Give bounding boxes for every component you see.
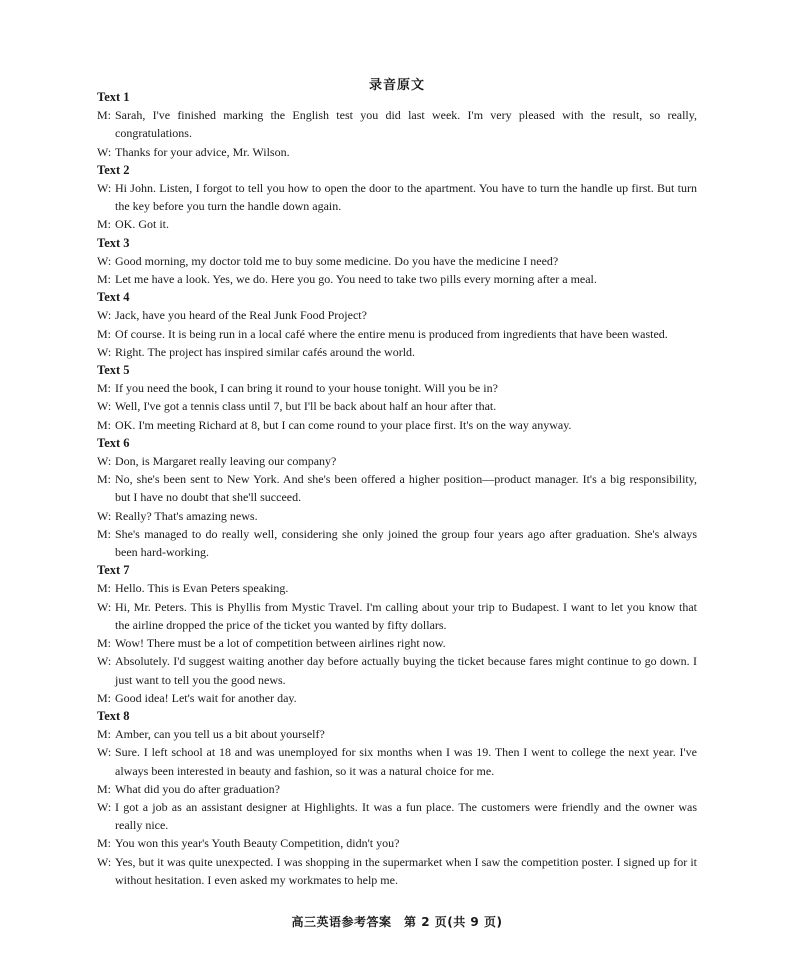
dialogue-line <box>97 689 697 707</box>
utterance-text: You won this year's Youth Beauty Competition, didn't you? <box>115 836 400 851</box>
utterance-text: Sarah, I've finished marking the English test you did last week. I'm very pleased with the result, so really, congratulations. <box>115 108 697 141</box>
speaker-label: M: <box>97 472 112 487</box>
page-footer: 高三英语参考答案 第 2 页(共 9 页) <box>291 915 503 929</box>
speaker-label: W: <box>97 745 112 760</box>
utterance-text: Good idea! Let's wait for another day. <box>115 690 297 705</box>
dialogue-line <box>97 343 697 361</box>
speaker-label: M: <box>97 690 112 705</box>
utterance-text: OK. I'm meeting Richard at 8, but I can come round to your place first. It's on the way anyway. <box>115 417 572 432</box>
dialogue-line <box>97 798 697 834</box>
utterance-text: Good morning, my doctor told me to buy some medicine. Do you have the medicine I need? <box>115 253 559 268</box>
dialogue-line <box>97 725 697 743</box>
utterance-text: If you need the book, I can bring it round to your house tonight. Will you be in? <box>115 381 498 396</box>
speaker-label: M: <box>97 108 112 123</box>
dialogue-line <box>97 106 697 142</box>
dialogue-line <box>97 507 697 525</box>
dialogue-line <box>97 325 697 343</box>
utterance-text: Don, is Margaret really leaving our company? <box>115 454 337 469</box>
speaker-label: M: <box>97 781 112 796</box>
utterance-text: Thanks for your advice, Mr. Wilson. <box>115 144 290 159</box>
utterance-text: Amber, can you tell us a bit about yourself? <box>115 727 325 742</box>
speaker-label: W: <box>97 181 112 196</box>
speaker-label: W: <box>97 454 112 469</box>
speaker-label: W: <box>97 144 112 159</box>
dialogue-line <box>97 143 697 161</box>
dialogue-line <box>97 598 697 634</box>
section-label: Text 8 <box>97 708 130 723</box>
speaker-label: W: <box>97 799 112 814</box>
section-label: Text 5 <box>97 363 130 378</box>
section-label: Text 1 <box>97 90 130 104</box>
speaker-label: M: <box>97 326 112 341</box>
speaker-label: M: <box>97 526 112 541</box>
dialogue-line <box>97 634 697 652</box>
dialogue-line <box>97 579 697 597</box>
utterance-text: No, she's been sent to New York. And she's been offered a higher position—product manager. It's a big responsibility, but I have no doubt that she'll succeed. <box>115 472 697 505</box>
section-label: Text 3 <box>97 235 130 250</box>
speaker-label: W: <box>97 253 112 268</box>
dialogue-line <box>97 834 697 852</box>
speaker-label: M: <box>97 581 112 596</box>
section-label: Text 6 <box>97 435 130 450</box>
speaker-label: M: <box>97 636 112 651</box>
utterance-text: Sure. I left school at 18 and was unemployed for six months when I was 19. Then I went to college the next year. I've always been interested in beauty and fashion, so it was a natural choice for me. <box>115 745 697 778</box>
transcript-body <box>97 88 697 889</box>
dialogue-line <box>97 525 697 561</box>
speaker-label: W: <box>97 308 112 323</box>
utterance-text: Hi, Mr. Peters. This is Phyllis from Mystic Travel. I'm calling about your trip to Budapest. I want to let you know that the airline dropped the price of the ticket you wanted by fifty dollars. <box>115 599 697 632</box>
speaker-label: W: <box>97 508 112 523</box>
utterance-text: Hello. This is Evan Peters speaking. <box>115 581 289 596</box>
dialogue-line <box>97 780 697 798</box>
dialogue-line <box>97 179 697 215</box>
utterance-text: Let me have a look. Yes, we do. Here you go. You need to take two pills every morning after a meal. <box>115 272 597 287</box>
speaker-label: W: <box>97 344 112 359</box>
utterance-text: She's managed to do really well, considering she only joined the group four years ago after graduation. She's always been hard-working. <box>115 526 697 560</box>
section-label: Text 2 <box>97 162 130 177</box>
speaker-label: W: <box>97 599 112 614</box>
dialogue-line <box>97 853 697 889</box>
speaker-label: M: <box>97 381 112 396</box>
utterance-text: Absolutely. I'd suggest waiting another day before actually buying the ticket because fares might continue to go down. I just want to tell you the good news. <box>115 654 697 687</box>
utterance-text: Well, I've got a tennis class until 7, but I'll be back about half an hour after that. <box>115 399 497 414</box>
dialogue-line <box>97 652 697 688</box>
section-label: Text 4 <box>97 290 130 305</box>
dialogue-line <box>97 743 697 779</box>
utterance-text: Really? That's amazing news. <box>115 508 258 523</box>
speaker-label: W: <box>97 399 112 414</box>
dialogue-line <box>97 306 697 324</box>
speaker-label: M: <box>97 727 112 742</box>
page-title: 录音原文 <box>368 78 425 93</box>
dialogue-line <box>97 452 697 470</box>
utterance-text: What did you do after graduation? <box>115 781 280 796</box>
utterance-text: Hi John. Listen, I forgot to tell you how to open the door to the apartment. You have to turn the handle up first. But turn the key before you turn the handle down again. <box>115 181 697 214</box>
utterance-text: Wow! There must be a lot of competition between airlines right now. <box>115 636 446 651</box>
dialogue-line <box>97 416 697 434</box>
utterance-text: Jack, have you heard of the Real Junk Food Project? <box>115 308 367 323</box>
speaker-label: W: <box>97 654 112 669</box>
utterance-text: I got a job as an assistant designer at Highlights. It was a fun place. The customers were friendly and the owner was really nice. <box>115 799 697 833</box>
dialogue-line <box>97 470 697 506</box>
speaker-label: W: <box>97 854 112 869</box>
speaker-label: M: <box>97 417 112 432</box>
speaker-label: M: <box>97 272 112 287</box>
utterance-text: OK. Got it. <box>115 217 169 232</box>
speaker-label: M: <box>97 836 112 851</box>
dialogue-line <box>97 270 697 288</box>
dialogue-line <box>97 397 697 415</box>
speaker-label: M: <box>97 217 112 232</box>
dialogue-line <box>97 379 697 397</box>
utterance-text: Of course. It is being run in a local café where the entire menu is produced from ingredients that have been wasted. <box>115 326 668 341</box>
utterance-text: Yes, but it was quite unexpected. I was shopping in the supermarket when I saw the competition poster. I signed up for it without hesitation. I even asked my workmates to help me. <box>115 854 697 887</box>
dialogue-line <box>97 215 697 233</box>
utterance-text: Right. The project has inspired similar cafés around the world. <box>115 344 416 359</box>
section-label: Text 7 <box>97 563 130 578</box>
dialogue-line <box>97 252 697 270</box>
